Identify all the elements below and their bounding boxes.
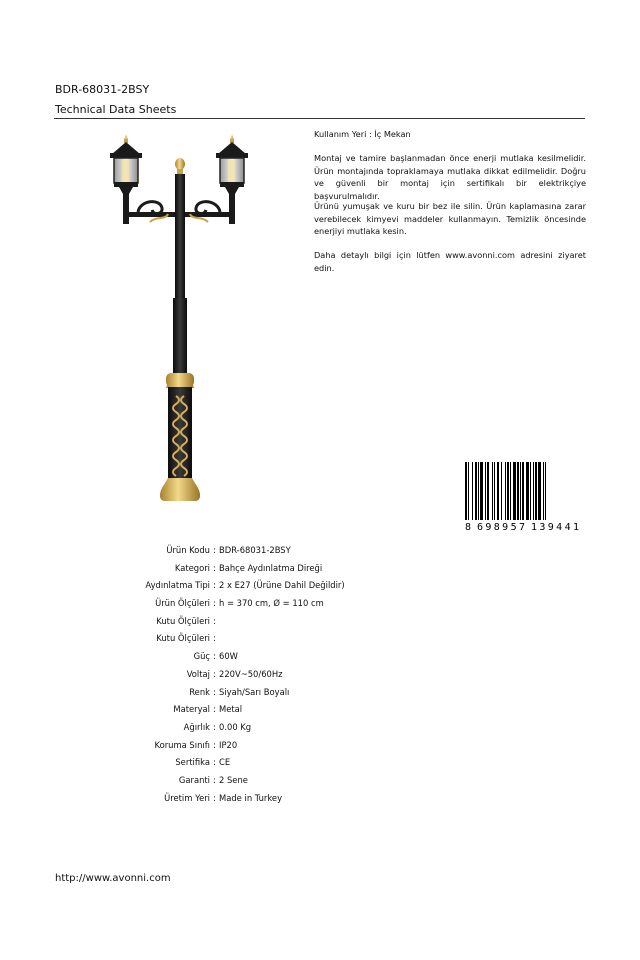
- spec-label: Garanti: [178, 774, 210, 785]
- spec-label: Güç: [193, 651, 210, 662]
- more-info-text: Daha detaylı bilgi için lütfen www.avonni.com adresini ziyaret edin.: [314, 250, 586, 273]
- barcode-bar: [543, 462, 544, 522]
- spec-label: Kategori: [174, 562, 210, 573]
- spec-value: 60W: [219, 651, 238, 662]
- spec-separator: :: [213, 739, 216, 750]
- barcode-bar: [475, 462, 477, 522]
- barcode-bar: [492, 462, 493, 522]
- spec-value: Bahçe Aydınlatma Direği: [219, 562, 323, 573]
- spec-value: BDR-68031-2BSY: [219, 545, 291, 555]
- spec-value: 220V~50/60Hz: [219, 668, 283, 679]
- barcode-bar: [538, 462, 541, 522]
- barcode-bar: [485, 462, 486, 522]
- spec-separator: :: [213, 545, 216, 555]
- barcode: [463, 462, 587, 532]
- barcode-bar: [497, 462, 499, 522]
- spec-separator: :: [213, 580, 216, 591]
- spec-separator: :: [213, 615, 216, 626]
- barcode-bar: [505, 462, 506, 522]
- barcode-bar: [480, 462, 483, 522]
- spec-separator: :: [213, 774, 216, 785]
- header-divider: [54, 118, 585, 119]
- spec-row: [100, 790, 345, 808]
- barcode-bar: [545, 462, 546, 522]
- spec-label: Üretim Yeri: [164, 792, 210, 803]
- model-code-title: BDR-68031-2BSY: [55, 83, 150, 96]
- spec-row: [100, 630, 345, 648]
- barcode-bar: [507, 462, 509, 522]
- spec-label: Sertifika: [175, 757, 210, 768]
- spec-separator: :: [213, 686, 216, 697]
- spec-row: [100, 613, 345, 631]
- barcode-bar: [494, 462, 495, 522]
- spec-separator: :: [213, 562, 216, 573]
- spec-separator: :: [213, 757, 216, 768]
- barcode-bar: [533, 462, 534, 522]
- spec-row: [100, 719, 345, 737]
- document-subtitle: Technical Data Sheets: [55, 103, 177, 116]
- barcode-bar: [522, 462, 524, 522]
- barcode-digits-right: 139441: [531, 522, 579, 532]
- spec-row: [100, 701, 345, 719]
- spec-value: 2 x E27 (Ürüne Dahil Değildir): [219, 580, 345, 591]
- spec-separator: :: [213, 668, 216, 679]
- barcode-bar: [510, 462, 511, 522]
- installation-warning: Montaj ve tamire başlanmadan önce enerji mutlaka kesilmelidir. Ürün montajında topraklamaya mutlaka dikkat edilmelidir. Doğru ve güvenli bir montaj için sertifikalı bir elektrikçiye başvurulmalıdır.: [314, 153, 586, 201]
- barcode-bar: [472, 462, 473, 522]
- spec-value: 0.00 Kg: [219, 721, 252, 732]
- barcode-digit-first: 8: [465, 522, 472, 532]
- spec-row: [100, 737, 345, 755]
- usage-location: Kullanım Yeri : İç Mekan: [314, 129, 411, 139]
- barcode-bar: [501, 462, 502, 522]
- spec-row: [100, 595, 345, 613]
- spec-value: Made in Turkey: [219, 792, 283, 803]
- spec-label: Voltaj: [186, 668, 210, 679]
- website-footer-link[interactable]: http://www.avonni.com: [55, 873, 171, 884]
- barcode-bar: [468, 462, 469, 522]
- spec-label: Kutu Ölçüleri: [156, 615, 210, 626]
- barcode-bar: [478, 462, 479, 522]
- barcode-bar: [487, 462, 489, 522]
- product-image-lamp-post: [100, 128, 260, 503]
- spec-table: [100, 542, 345, 807]
- barcode-bar: [535, 462, 537, 522]
- spec-separator: :: [213, 721, 216, 732]
- spec-label: Ürün Kodu: [166, 545, 210, 555]
- spec-value: 2 Sene: [219, 774, 248, 785]
- spec-value: CE: [219, 757, 231, 768]
- spec-label: Ağırlık: [183, 721, 210, 732]
- spec-label: Ürün Ölçüleri: [155, 598, 210, 609]
- spec-separator: :: [213, 633, 216, 644]
- spec-separator: :: [213, 651, 216, 662]
- cleaning-warning: Ürünü yumuşak ve kuru bir bez ile silin. Ürün kaplamasına zarar verebilecek kimyevi maddeler kullanmayın. Temizlik öncesinde enerjiyi mutlaka kesin.: [314, 201, 586, 236]
- spec-value: h = 370 cm, Ø = 110 cm: [219, 598, 324, 609]
- barcode-bar: [530, 462, 531, 522]
- spec-separator: :: [213, 598, 216, 609]
- spec-value: Siyah/Sarı Boyalı: [219, 686, 290, 697]
- spec-label: Koruma Sınıfı: [154, 739, 210, 750]
- spec-row: [100, 754, 345, 772]
- barcode-digits-left: 698957: [477, 522, 525, 532]
- spec-label: Kutu Ölçüleri: [156, 633, 210, 644]
- barcode-bar: [526, 462, 529, 522]
- spec-value: IP20: [219, 739, 238, 750]
- spec-label: Aydınlatma Tipi: [145, 580, 210, 591]
- barcode-bar: [513, 462, 516, 522]
- barcode-bar: [517, 462, 519, 522]
- barcode-bar: [465, 462, 467, 522]
- spec-separator: :: [213, 792, 216, 803]
- barcode-bars: [465, 462, 546, 522]
- spec-label: Renk: [189, 686, 210, 697]
- spec-row: [100, 772, 345, 790]
- spec-row: [100, 666, 345, 684]
- barcode-bar: [520, 462, 521, 522]
- spec-separator: :: [213, 704, 216, 715]
- spec-row: [100, 577, 345, 595]
- spec-row: [100, 542, 345, 560]
- spec-row: [100, 560, 345, 578]
- spec-row: [100, 648, 345, 666]
- spec-value: Metal: [219, 704, 243, 715]
- spec-row: [100, 684, 345, 702]
- spec-label: Materyal: [173, 704, 210, 715]
